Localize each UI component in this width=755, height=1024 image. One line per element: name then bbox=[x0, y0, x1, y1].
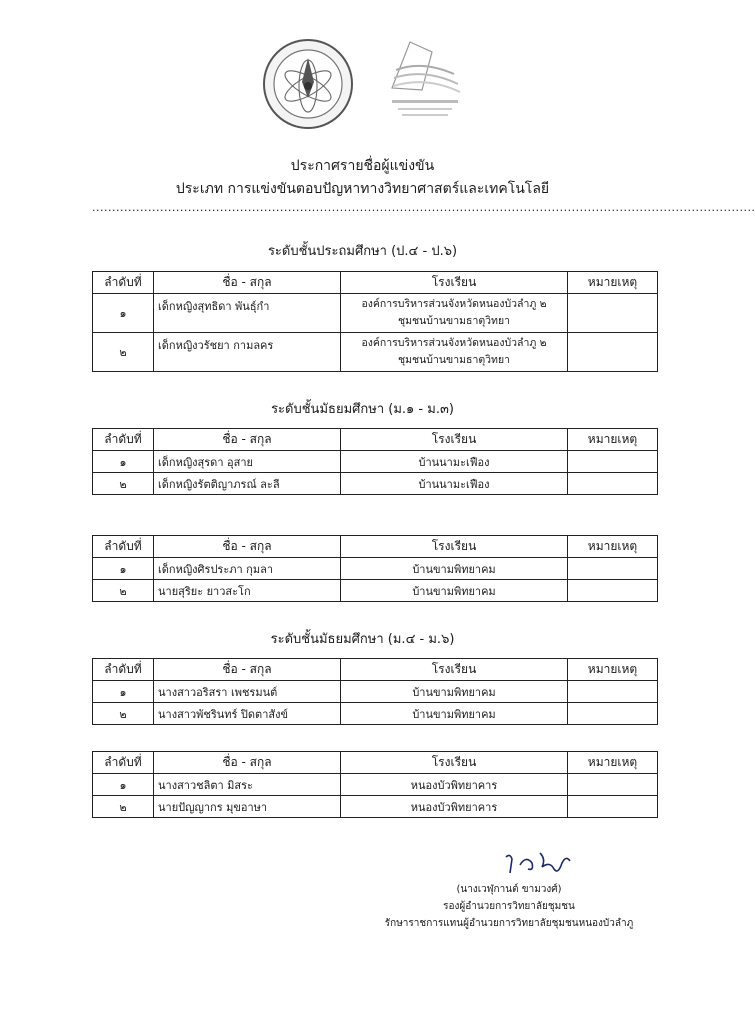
row-name: นายสุริยะ ยาวสะโก bbox=[154, 580, 341, 602]
row-no: ๒ bbox=[93, 333, 154, 372]
col-header-note: หมายเหตุ bbox=[568, 659, 658, 681]
row-no: ๒ bbox=[93, 796, 154, 818]
handwritten-signature bbox=[500, 845, 590, 880]
table-upper-secondary-2 bbox=[92, 751, 658, 818]
table-row bbox=[93, 451, 658, 473]
row-school: บ้านขามพิทยาคม bbox=[341, 580, 568, 602]
row-school: หนองบัวพิทยาคาร bbox=[341, 774, 568, 796]
row-no: ๑ bbox=[93, 558, 154, 580]
col-header-name: ชื่อ - สกุล bbox=[154, 272, 341, 294]
row-no: ๑ bbox=[93, 294, 154, 333]
col-header-name: ชื่อ - สกุล bbox=[154, 752, 341, 774]
row-school: บ้านนามะเฟือง bbox=[341, 473, 568, 495]
table-header-row bbox=[93, 429, 658, 451]
row-school: บ้านขามพิทยาคม bbox=[341, 558, 568, 580]
table-row bbox=[93, 333, 658, 372]
col-header-school: โรงเรียน bbox=[341, 536, 568, 558]
school-line-2: ชุมชนบ้านขามธาตุวิทยา bbox=[397, 354, 511, 366]
col-header-no: ลำดับที่ bbox=[93, 752, 154, 774]
row-name: นายปัญญากร มุขอาษา bbox=[154, 796, 341, 818]
row-no: ๒ bbox=[93, 473, 154, 495]
association-seal-logo bbox=[262, 38, 354, 130]
col-header-no: ลำดับที่ bbox=[93, 659, 154, 681]
row-no: ๒ bbox=[93, 703, 154, 725]
col-header-school: โรงเรียน bbox=[341, 272, 568, 294]
row-note bbox=[568, 558, 658, 580]
row-name: เด็กหญิงสุทธิดา พันธุ์กำ bbox=[154, 294, 341, 333]
row-note bbox=[568, 333, 658, 372]
col-header-note: หมายเหตุ bbox=[568, 272, 658, 294]
row-note bbox=[568, 703, 658, 725]
row-school bbox=[341, 294, 568, 333]
table-row bbox=[93, 796, 658, 818]
row-name: เด็กหญิงสุรดา อุสาย bbox=[154, 451, 341, 473]
school-line-1: องค์การบริหารส่วนจังหวัดหนองบัวลำภู ๒ bbox=[361, 298, 547, 310]
dotted-divider: ...................................................................................................................................................................... bbox=[92, 201, 755, 214]
col-header-no: ลำดับที่ bbox=[93, 536, 154, 558]
school-line-2: ชุมชนบ้านขามธาตุวิทยา bbox=[397, 315, 511, 327]
row-no: ๑ bbox=[93, 451, 154, 473]
table-upper-secondary-1 bbox=[92, 658, 658, 725]
row-name: เด็กหญิงรัตติญาภรณ์ ละลี bbox=[154, 473, 341, 495]
row-name: เด็กหญิงวรัชยา กามลคร bbox=[154, 333, 341, 372]
col-header-no: ลำดับที่ bbox=[93, 429, 154, 451]
row-no: ๒ bbox=[93, 580, 154, 602]
row-name: นางสาวอริสรา เพชรมนต์ bbox=[154, 681, 341, 703]
col-header-note: หมายเหตุ bbox=[568, 429, 658, 451]
col-header-school: โรงเรียน bbox=[341, 659, 568, 681]
col-header-name: ชื่อ - สกุล bbox=[154, 659, 341, 681]
row-note bbox=[568, 294, 658, 333]
row-note bbox=[568, 473, 658, 495]
table-row bbox=[93, 558, 658, 580]
table-row bbox=[93, 294, 658, 333]
col-header-school: โรงเรียน bbox=[341, 752, 568, 774]
table-header-row bbox=[93, 752, 658, 774]
table-row bbox=[93, 774, 658, 796]
row-name: เด็กหญิงศิรประภา กุมลา bbox=[154, 558, 341, 580]
col-header-note: หมายเหตุ bbox=[568, 536, 658, 558]
row-note bbox=[568, 774, 658, 796]
col-header-name: ชื่อ - สกุล bbox=[154, 429, 341, 451]
row-school: หนองบัวพิทยาคาร bbox=[341, 796, 568, 818]
table-lower-secondary-1 bbox=[92, 428, 658, 495]
section-title-lower-secondary: ระดับชั้นมัธยมศึกษา (ม.๑ - ม.๓) bbox=[271, 402, 454, 417]
school-line-1: องค์การบริหารส่วนจังหวัดหนองบัวลำภู ๒ bbox=[361, 337, 547, 349]
signer-name: (นางเวฬุกานต์ ขามวงศ์) bbox=[456, 884, 562, 895]
table-header-row bbox=[93, 659, 658, 681]
col-header-note: หมายเหตุ bbox=[568, 752, 658, 774]
table-row bbox=[93, 580, 658, 602]
community-college-logo bbox=[372, 30, 472, 130]
row-school: บ้านขามพิทยาคม bbox=[341, 681, 568, 703]
page-subtitle: ประเภท การแข่งขันตอบปัญหาทางวิทยาศาสตร์และเทคโนโลยี bbox=[175, 181, 550, 197]
row-name: นางสาวพัชรินทร์ ปิดตาสังข์ bbox=[154, 703, 341, 725]
col-header-name: ชื่อ - สกุล bbox=[154, 536, 341, 558]
table-row bbox=[93, 473, 658, 495]
section-title-upper-secondary: ระดับชั้นมัธยมศึกษา (ม.๔ - ม.๖) bbox=[270, 632, 455, 647]
table-primary bbox=[92, 271, 658, 372]
row-name: นางสาวชลิตา มิสระ bbox=[154, 774, 341, 796]
row-school: บ้านนามะเฟือง bbox=[341, 451, 568, 473]
signer-position: รองผู้อำนวยการวิทยาลัยชุมชน bbox=[443, 901, 575, 912]
row-note bbox=[568, 681, 658, 703]
row-note bbox=[568, 796, 658, 818]
page-title: ประกาศรายชื่อผู้แข่งขัน bbox=[290, 158, 435, 174]
row-note bbox=[568, 580, 658, 602]
section-title-primary: ระดับชั้นประถมศึกษา (ป.๔ - ป.๖) bbox=[267, 244, 458, 259]
col-header-school: โรงเรียน bbox=[341, 429, 568, 451]
row-school: บ้านขามพิทยาคม bbox=[341, 703, 568, 725]
row-no: ๑ bbox=[93, 681, 154, 703]
row-note bbox=[568, 451, 658, 473]
row-no: ๑ bbox=[93, 774, 154, 796]
col-header-no: ลำดับที่ bbox=[93, 272, 154, 294]
signer-acting-position: รักษาราชการแทนผู้อำนวยการวิทยาลัยชุมชนหนองบัวลำภู bbox=[384, 918, 634, 929]
table-row bbox=[93, 703, 658, 725]
row-school bbox=[341, 333, 568, 372]
table-header-row bbox=[93, 536, 658, 558]
table-lower-secondary-2 bbox=[92, 535, 658, 602]
table-row bbox=[93, 681, 658, 703]
table-header-row bbox=[93, 272, 658, 294]
